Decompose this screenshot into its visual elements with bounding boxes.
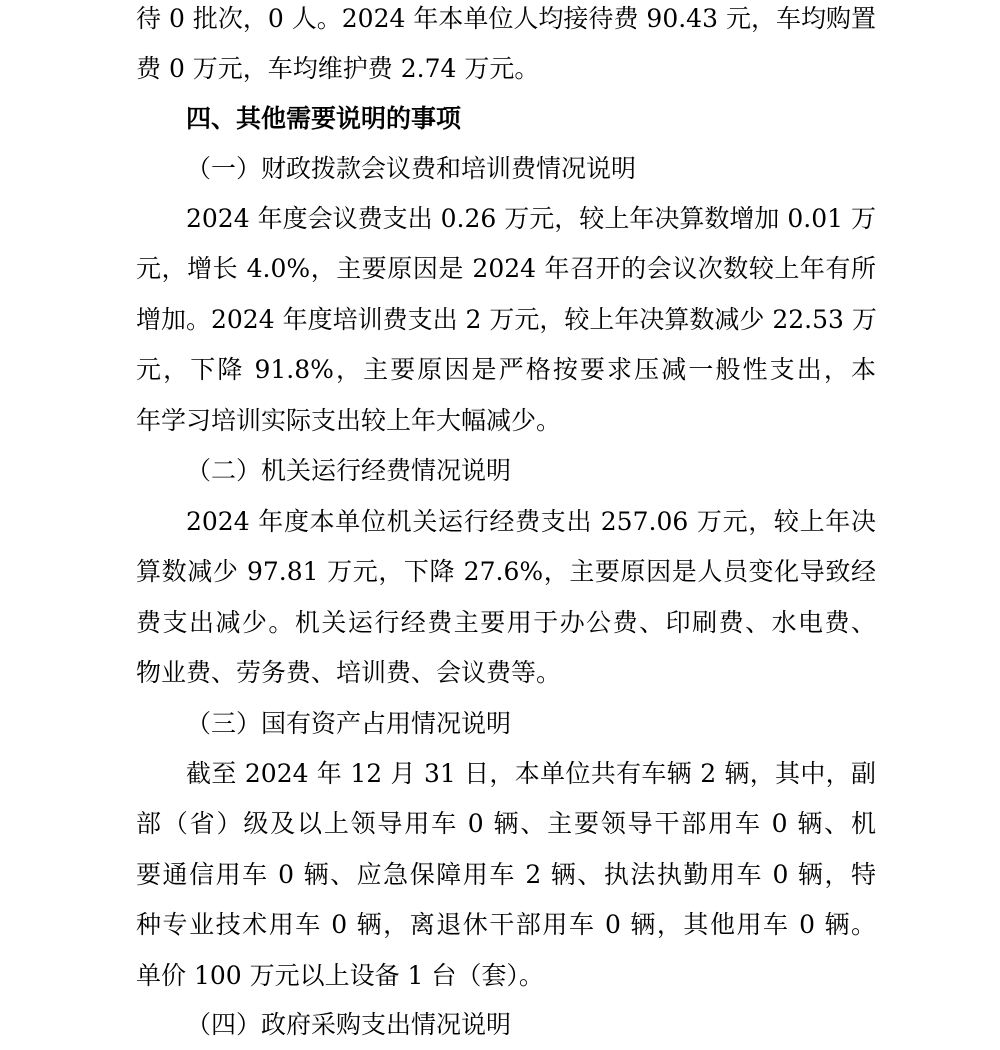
body-line: 截至 2024 年 12 月 31 日，本单位共有车辆 2 辆，其中，副 — [186, 759, 876, 788]
subsection-heading: （四）政府采购支出情况说明 — [186, 1010, 512, 1039]
body-line: 2024 年度本单位机关运行经费支出 257.06 万元，较上年决 — [186, 507, 876, 536]
body-line: 元，增长 4.0%，主要原因是 2024 年召开的会议次数较上年有所 — [136, 254, 876, 283]
body-line: 算数减少 97.81 万元，下降 27.6%，主要原因是人员变化导致经 — [136, 557, 876, 586]
body-line: 费 0 万元，车均维护费 2.74 万元。 — [136, 54, 540, 83]
body-line: 要通信用车 0 辆、应急保障用车 2 辆、执法执勤用车 0 辆，特 — [136, 860, 876, 889]
body-line: 单价 100 万元以上设备 1 台（套）。 — [136, 961, 544, 990]
subsection-heading: （一）财政拨款会议费和培训费情况说明 — [186, 154, 637, 183]
body-line: 增加。2024 年度培训费支出 2 万元，较上年决算数减少 22.53 万 — [136, 305, 877, 334]
body-line: 2024 年度会议费支出 0.26 万元，较上年决算数增加 0.01 万 — [186, 204, 876, 233]
body-line: 待 0 批次，0 人。2024 年本单位人均接待费 90.43 元，车均购置 — [136, 4, 876, 33]
body-line: 年学习培训实际支出较上年大幅减少。 — [136, 406, 562, 435]
section-heading: 四、其他需要说明的事项 — [186, 104, 462, 133]
body-line: 部（省）级及以上领导用车 0 辆、主要领导干部用车 0 辆、机 — [136, 809, 876, 838]
body-line: 种专业技术用车 0 辆，离退休干部用车 0 辆，其他用车 0 辆。 — [136, 910, 876, 939]
subsection-heading: （三）国有资产占用情况说明 — [186, 709, 512, 738]
body-line: 费支出减少。机关运行经费主要用于办公费、印刷费、水电费、 — [136, 608, 876, 637]
body-line: 元，下降 91.8%，主要原因是严格按要求压减一般性支出，本 — [136, 355, 876, 384]
body-line: 物业费、劳务费、培训费、会议费等。 — [136, 658, 562, 687]
subsection-heading: （二）机关运行经费情况说明 — [186, 456, 512, 485]
